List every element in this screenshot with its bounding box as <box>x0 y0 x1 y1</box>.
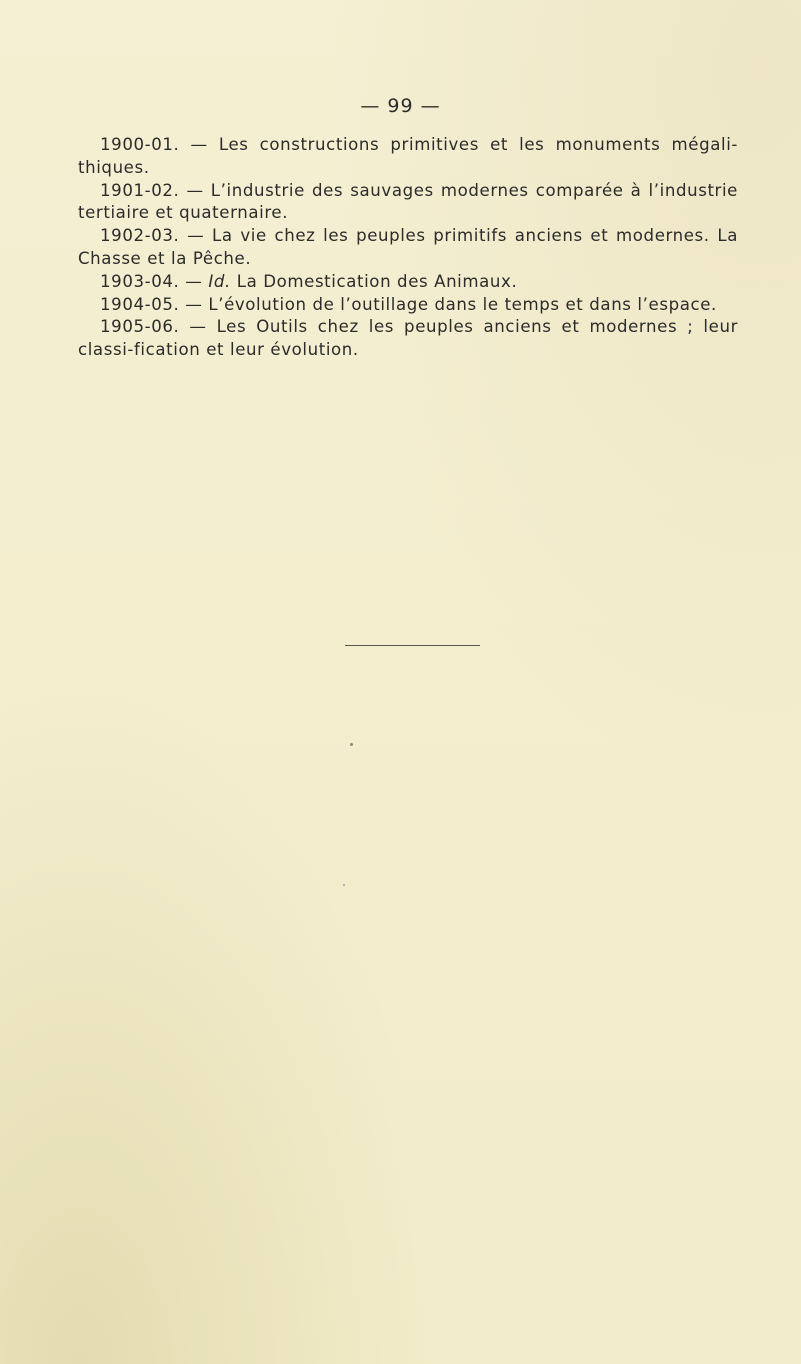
list-item <box>78 294 738 317</box>
entry-text: 1901-02. — L’industrie des sauvages modernes comparée à l’industrie tertiaire et quaternaire. <box>78 180 738 223</box>
entry-italic: Id. <box>208 271 231 291</box>
entry-text: 1904-05. — L’évolution de l’outillage dans le temps et dans l’espace. <box>100 294 717 314</box>
entry-text: 1902-03. — La vie chez les peuples primitifs anciens et modernes. La Chasse et la Pêche. <box>78 226 738 268</box>
list-item <box>78 180 738 226</box>
list-item <box>78 316 738 362</box>
entry-prefix: 1903-04. — <box>100 271 209 291</box>
entry-suffix: La Domestication des Animaux. <box>230 271 518 291</box>
ink-speck <box>350 743 353 746</box>
entry-text: 1905-06. — Les Outils chez les peuples anciens et modernes ; leur classi-fication et leur évolution. <box>78 317 738 360</box>
section-divider <box>345 645 480 646</box>
list-item <box>78 271 738 294</box>
ink-speck <box>343 884 345 886</box>
list-item <box>78 134 738 180</box>
entry-text: 1900-01. — Les constructions primitives et les monuments mégali-thiques. <box>78 135 738 177</box>
course-list <box>78 134 738 362</box>
list-item <box>78 225 738 271</box>
page-number: — 99 — <box>360 95 441 117</box>
